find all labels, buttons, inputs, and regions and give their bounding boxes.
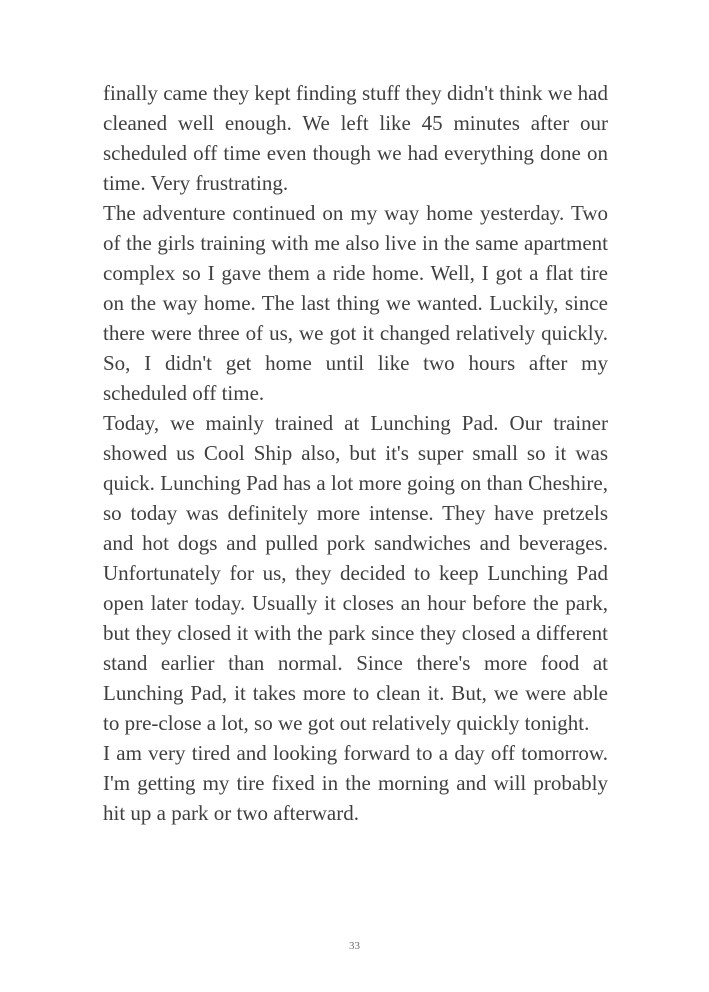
page-number: 33 xyxy=(349,940,360,952)
paragraph-1: finally came they kept finding stuff they didn't think we had cleaned well enough. We left like 45 minutes after our scheduled off time even though we had everything done on time. Very frustrating. xyxy=(103,81,608,195)
paragraph-4: I am very tired and looking forward to a day off tomorrow. I'm getting my tire fixed in the morning and will probably hit up a park or two afterward. xyxy=(103,741,608,825)
paragraph-3: Today, we mainly trained at Lunching Pad. Our trainer showed us Cool Ship also, but it's super small so it was quick. Lunching Pad has a lot more going on than Cheshire, so today was definitely more intense. They have pretzels and hot dogs and pulled pork sandwiches and beverages. Unfortunately for us, they decided to keep Lunching Pad open later today. Usually it closes an hour before the park, but they closed it with the park since they closed a different stand earlier than normal. Since there's more food at Lunching Pad, it takes more to clean it. But, we were able to pre-close a lot, so we got out relatively quickly tonight. xyxy=(103,411,608,735)
page-text xyxy=(103,78,608,828)
paragraph-2: The adventure continued on my way home yesterday. Two of the girls training with me also live in the same apartment complex so I gave them a ride home. Well, I got a flat tire on the way home. The last thing we wanted. Luckily, since there were three of us, we got it changed relatively quickly. So, I didn't get home until like two hours after my scheduled off time. xyxy=(103,201,608,405)
